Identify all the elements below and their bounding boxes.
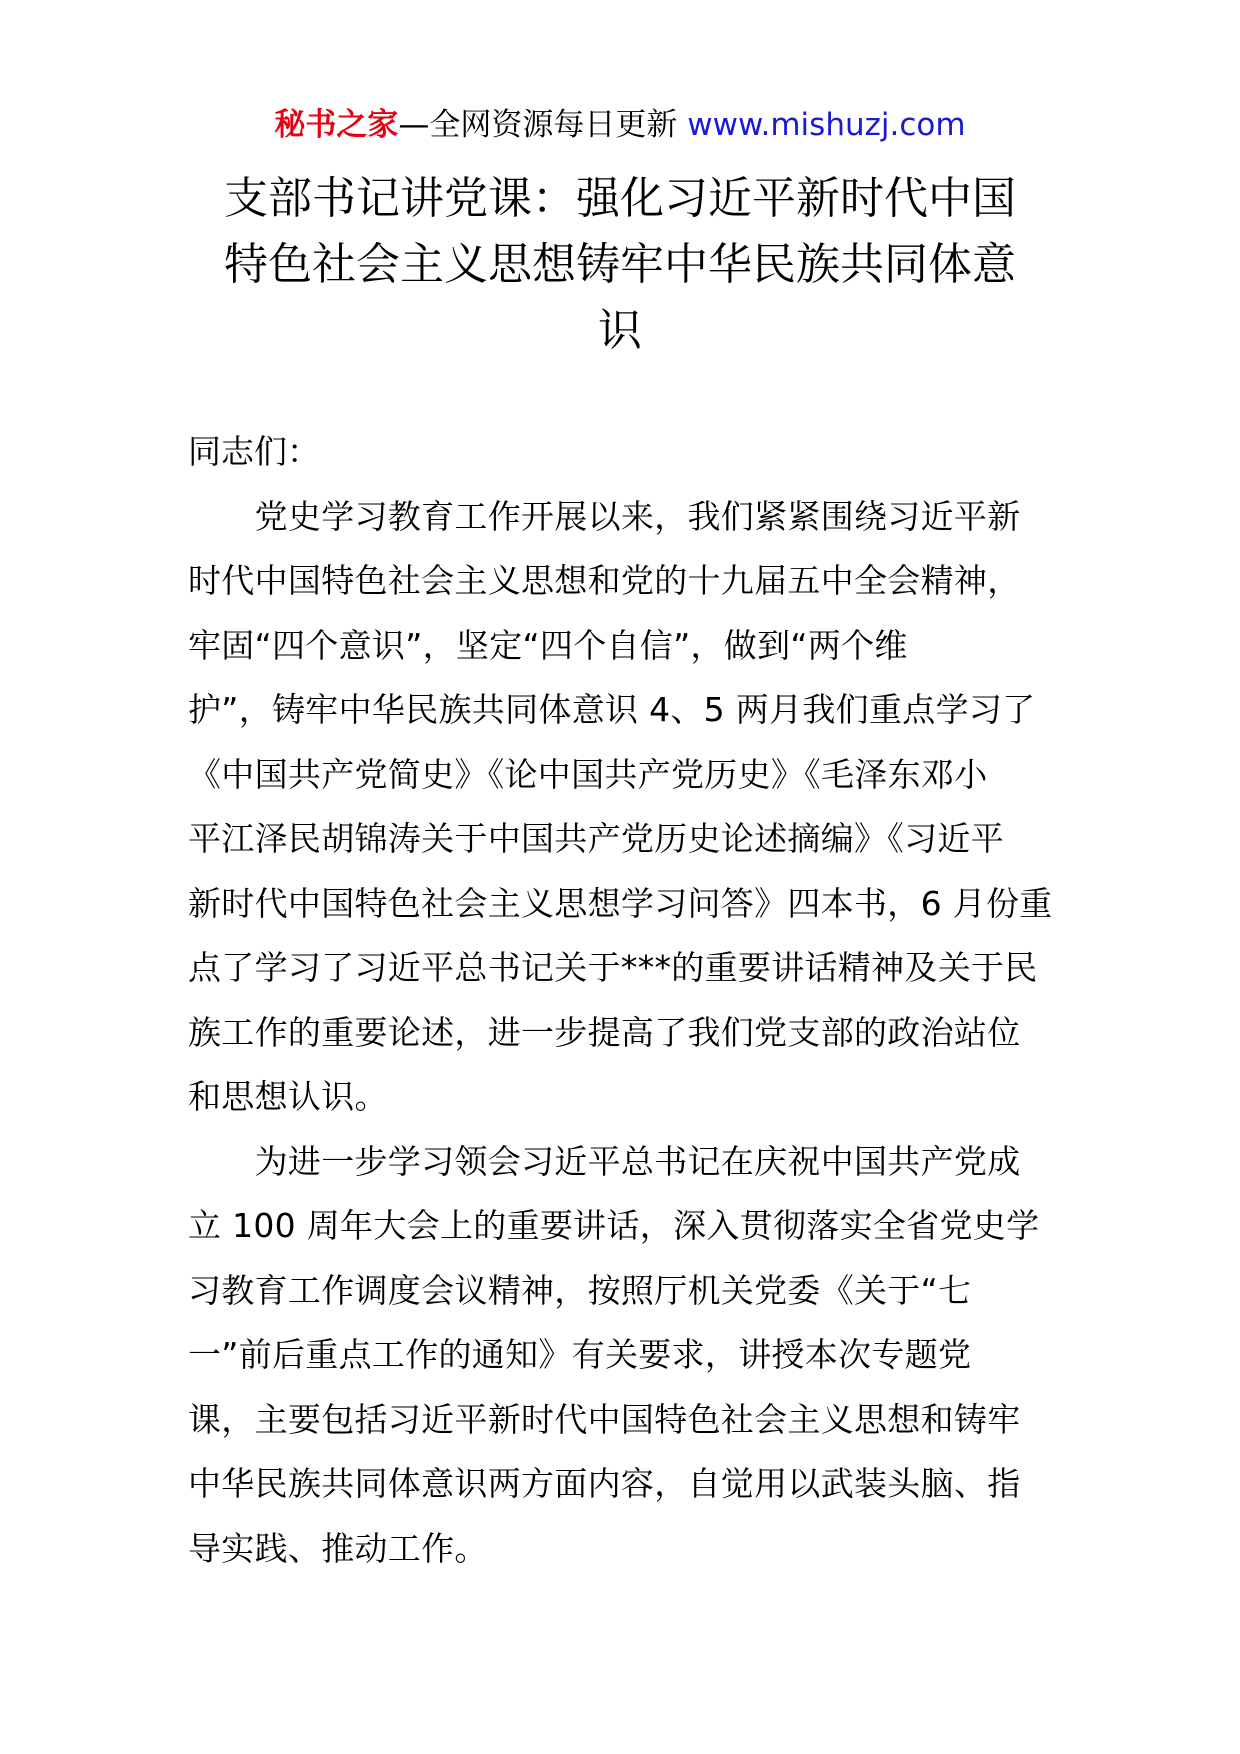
text-line: 党史学习教育工作开展以来，我们紧紧围绕习近平新	[188, 496, 1021, 536]
title-line: 特色社会主义思想铸牢中华民族共同体意	[224, 239, 1016, 290]
text-line: 《中国共产党简史》《论中国共产党历史》《毛泽东邓小	[188, 754, 988, 794]
text-line: 中华民族共同体意识两方面内容，自觉用以武装头脑、指	[188, 1464, 1021, 1503]
document-body	[188, 420, 1054, 1581]
text-line: 族工作的重要论述，进一步提高了我们党支部的政治站位	[188, 1012, 1021, 1052]
text-line: 牢固“四个意识”，坚定“四个自信”，做到“两个维	[188, 625, 908, 665]
title-line: 识	[598, 305, 642, 356]
site-header	[0, 103, 1240, 147]
text-line: 平江泽民胡锦涛关于中国共产党历史论述摘编》《习近平	[188, 819, 1004, 858]
text-line: 点了学习了习近平总书记关于***的重要讲话精神及关于民	[188, 948, 1038, 987]
text-line: 导实践、推动工作。	[188, 1528, 488, 1568]
text-line: 习教育工作调度会议精神，按照厅机关党委《关于“七	[188, 1270, 972, 1310]
text-line: 立 100 周年大会上的重要讲话，深入贯彻落实全省党史学	[188, 1206, 1040, 1245]
salutation: 同志们：	[188, 432, 320, 471]
brand-name: 秘书之家	[274, 107, 399, 143]
text-line: 新时代中国特色社会主义思想学习问答》四本书，6 月份重	[188, 883, 1053, 923]
paragraph-2	[188, 1130, 1054, 1582]
text-line: 一”前后重点工作的通知》有关要求，讲授本次专题党	[188, 1335, 972, 1374]
text-line: 和思想认识。	[188, 1077, 388, 1116]
site-url-link[interactable]: www.mishuzj.com	[687, 107, 966, 143]
title-line: 支部书记讲党课：强化习近平新时代中国	[224, 173, 1016, 224]
text-line: 护”，铸牢中华民族共同体意识 4、5 两月我们重点学习了	[188, 690, 1036, 729]
text-line: 课，主要包括习近平新时代中国特色社会主义思想和铸牢	[188, 1399, 1021, 1439]
paragraph-1	[188, 485, 1054, 1130]
text-line: 为进一步学习领会习近平总书记在庆祝中国共产党成	[188, 1141, 1021, 1181]
header-tagline: —全网资源每日更新	[398, 107, 688, 143]
document-title	[190, 166, 1050, 364]
text-line: 时代中国特色社会主义思想和党的十九届五中全会精神，	[188, 561, 1021, 600]
